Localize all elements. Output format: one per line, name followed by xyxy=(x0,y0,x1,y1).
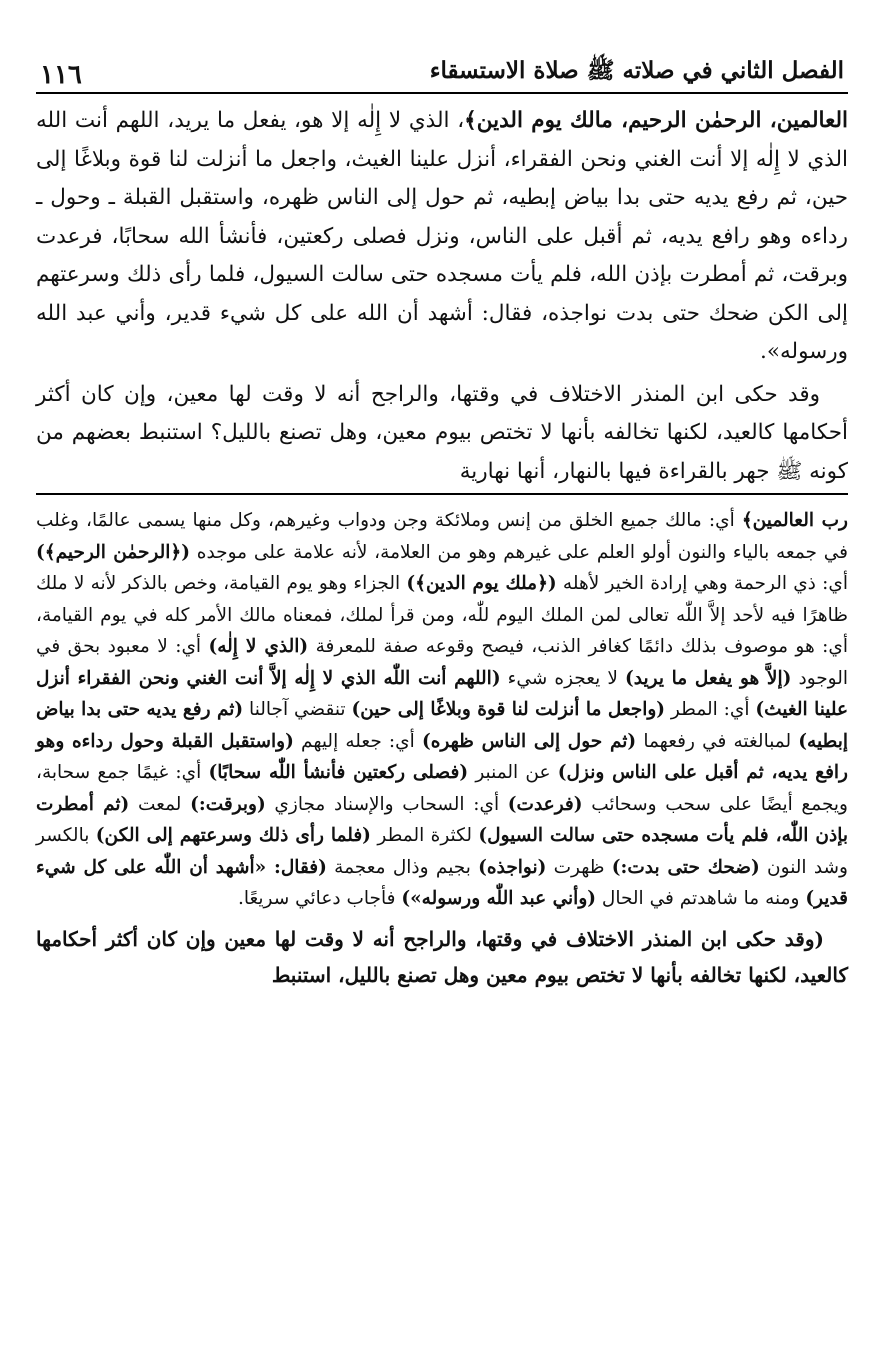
text-segment: بجيم وذال معجمة xyxy=(326,856,479,878)
running-title: الفصل الثاني في صلاته ﷺ صلاة الاستسقاء xyxy=(429,57,844,84)
bold-text-segment: (واجعل ما أنزلت لنا قوة وبلاغًا إلى حين) xyxy=(351,699,666,720)
bold-text-segment: (وبرقت:) xyxy=(190,793,266,815)
text-segment: لمبالغته في رفعهما xyxy=(636,730,799,752)
text-segment: أي: لا معبود بحق في الوجود xyxy=(36,636,849,689)
bold-text-segment: (واستقبل القبلة وحول رداءه وهو رافع يديه، ثم أقبل على الناس ونزل) xyxy=(36,730,848,783)
bold-text-segment: (ثم أمطرت بإذن اللّٰه، فلم يأت مسجده حتى سالت السيول) xyxy=(36,793,848,846)
bold-text-segment: (الذي لا إِلٰه) xyxy=(208,636,309,657)
book-page xyxy=(36,40,848,993)
bold-text-segment: (ثم حول إلى الناس ظهره) xyxy=(421,730,637,752)
bold-text-segment: (فقال: «أشهد أن اللّٰه على كل شيء قدير) xyxy=(36,856,848,909)
bold-text-segment: (ضحك حتى بدت:) xyxy=(611,856,760,878)
main-paragraph-1 xyxy=(36,102,848,372)
text-segment: ومنه ما شاهدتم في الحال xyxy=(596,888,806,909)
commentary xyxy=(36,505,848,993)
main-text xyxy=(36,102,848,491)
text-segment: لمعت xyxy=(129,793,191,815)
commentary-paragraph-1 xyxy=(36,505,848,915)
bold-text-segment: (وأني عبد اللّٰه ورسوله») xyxy=(401,888,597,909)
text-segment: لا يعجزه شيء xyxy=(500,667,626,689)
text-segment: أي: غيمًا جمع سحابة، ويجمع أيضًا على سحب وسحائب xyxy=(36,762,848,815)
page-number: ١١٦ xyxy=(40,60,82,90)
commentary-paragraph-2: (وقد حكى ابن المنذر الاختلاف في وقتها، والراجح أنه لا وقت لها معين وإن كان أكثر أحكامها كالعيد، لكنها تخالفه بأنها لا تختص بيوم معين وهل تصنع بالليل، استنبط xyxy=(36,926,848,987)
running-header xyxy=(36,40,848,94)
bold-text-segment: العالمين، الرحمٰن الرحيم، مالك يوم الدين﴾ xyxy=(464,108,849,133)
text-segment: لكثرة المطر xyxy=(370,825,479,846)
text-segment: أي: السحاب والإسناد مجازي xyxy=(265,793,508,815)
text-segment: الجزاء وهو يوم القيامة، وخص بالذكر لأنه لا ملك ظاهرًا فيه لأحد إلاَّ اللّٰه تعالى لمن الملك اليوم للّٰه، ومن قرأ لملك، فمعناه مالك الأمر كله في يوم القيامة، أي: هو موصوف بذلك دائمًا كغافر الذنب، فيصح وقوعه صفة للمعرفة xyxy=(36,573,848,657)
bold-text-segment: (نواجذه) xyxy=(478,856,547,878)
footnote-divider xyxy=(36,493,848,495)
bold-text-segment: (فلما رأى ذلك وسرعتهم إلى الكن) xyxy=(95,825,371,846)
bold-text-segment: (اللهم أنت اللّٰه الذي لا إِلٰه إلاَّ أنت الغني ونحن الفقراء أنزل علينا الغيث) xyxy=(36,667,849,720)
main-paragraph-2: وقد حكى ابن المنذر الاختلاف في وقتها، والراجح أنه لا وقت لها معين، وإن كان أكثر أحكامها كالعيد، لكنها تخالفه بأنها لا تختص بيوم معين، وهل تصنع بالليل؟ استنبط بعضهم من كونه ﷺ جهر بالقراءة فيها بالنهار، أنها نهارية xyxy=(36,381,848,484)
text-segment: أي: جعله إليهم xyxy=(293,730,422,752)
text-segment: ظهرت xyxy=(546,856,612,878)
text-segment: عن المنبر xyxy=(468,762,558,783)
text-segment: تنقضي آجالنا xyxy=(243,699,352,720)
bold-text-segment: (فصلى ركعتين فأنشأ اللّٰه سحابًا) xyxy=(208,762,469,783)
bold-text-segment: (ثم رفع يديه حتى بدا بياض إبطيه) xyxy=(36,699,848,752)
bold-text-segment: (فرعدت) xyxy=(507,793,583,815)
text-segment: فأجاب دعائي سريعًا. xyxy=(237,888,402,909)
text-segment: ، الذي لا إِلٰه إلا هو، يفعل ما يريد، اللهم أنت الله الذي لا إِلٰه إلا أنت الغني ونحن الفقراء، أنزل علينا الغيث، واجعل ما أنزلت لنا قوة وبلاغًا إلى حين، ثم رفع يديه حتى بدا بياض إبطيه، ثم حول إلى الناس ظهره، واستقبل القبلة ـ وحول ـ رداءه وهو رافع يديه، ثم أقبل على الناس، ونزل فصلى ركعتين، فأنشأ الله سحابًا، فرعدت وبرقت، ثم أمطرت بإذن الله، فلم يأت مسجده حتى سالت السيول، فلما رأى ذلك وسرعتهم إلى الكن ضحك حتى بدت نواجذه، فقال: أشهد أن الله على كل شيء قدير، وأني عبد الله ورسوله». xyxy=(36,108,848,364)
bold-text-segment: (﴿ملك يوم الدين﴾) xyxy=(406,573,557,594)
bold-text-segment: (إلاَّ هو يفعل ما يريد) xyxy=(625,667,792,689)
text-segment: بالكسر وشد النون xyxy=(36,825,848,878)
text-segment: أي: ذي الرحمة وهي إرادة الخير لأهله xyxy=(556,573,849,594)
bold-text-segment: رب العالمين﴾ xyxy=(741,510,848,531)
text-segment: أي: مالك جميع الخلق من إنس وملائكة وجن ودواب وغيرهم، وكل منها يسمى عالمًا، وغلب في جمعه بالياء والنون أولو العلم على غيرهم وهو من العلامة، لأنه علامة على موجده xyxy=(36,510,849,563)
bold-text-segment: (﴿الرحمٰن الرحيم﴾) xyxy=(36,541,191,563)
text-segment: أي: المطر xyxy=(665,699,756,720)
